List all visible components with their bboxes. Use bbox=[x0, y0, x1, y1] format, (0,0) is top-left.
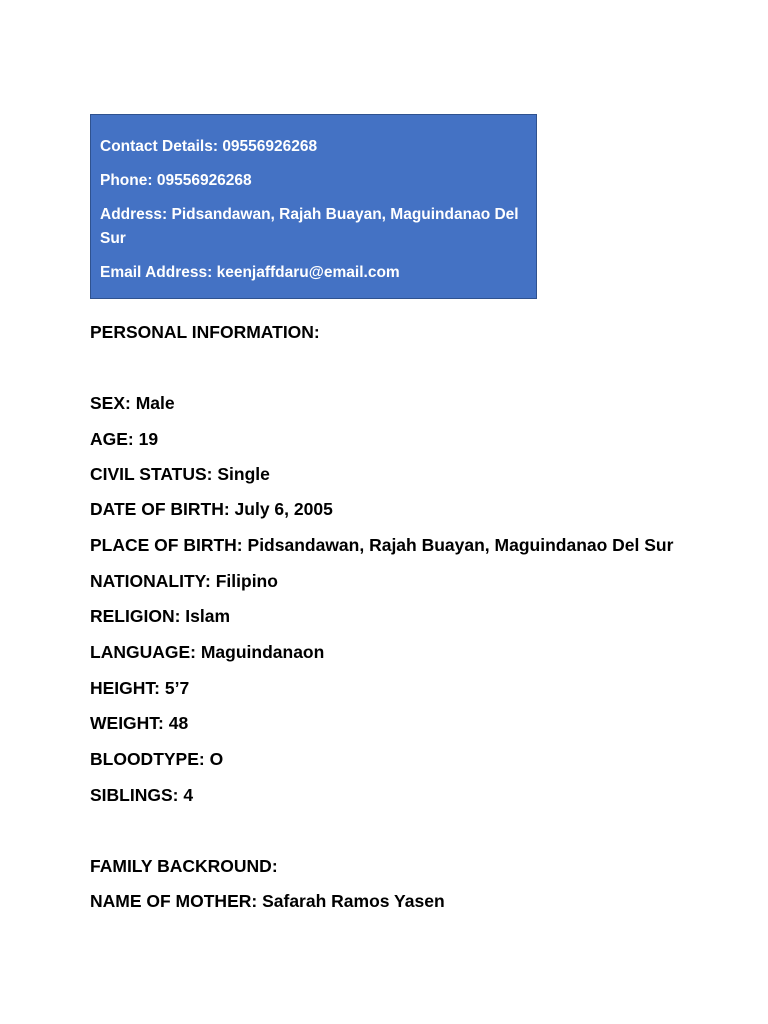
field-value: 19 bbox=[138, 429, 159, 449]
contact-details-value: 09556926268 bbox=[222, 138, 318, 155]
field-label: LANGUAGE: bbox=[90, 642, 196, 662]
field-siblings bbox=[90, 783, 193, 807]
email-label: Email Address: bbox=[100, 264, 213, 281]
field-value: 48 bbox=[168, 713, 189, 733]
contact-details-label: Contact Details: bbox=[100, 138, 218, 155]
field-value: O bbox=[209, 749, 224, 769]
field-place-of-birth bbox=[90, 533, 673, 557]
contact-details-box bbox=[90, 114, 537, 299]
field-value: July 6, 2005 bbox=[234, 499, 333, 519]
family-background-heading: FAMILY BACKROUND: bbox=[90, 856, 278, 876]
field-label: DATE OF BIRTH: bbox=[90, 499, 230, 519]
field-label: CIVIL STATUS: bbox=[90, 464, 213, 484]
field-label: AGE: bbox=[90, 429, 134, 449]
field-value: Islam bbox=[185, 606, 231, 626]
field-label: RELIGION: bbox=[90, 606, 181, 626]
personal-information-heading: PERSONAL INFORMATION: bbox=[90, 322, 320, 342]
phone-label: Phone: bbox=[100, 172, 153, 189]
contact-details-line bbox=[100, 135, 527, 159]
field-label: HEIGHT: bbox=[90, 678, 160, 698]
field-value: Pidsandawan, Rajah Buayan, Maguindanao Del Sur bbox=[247, 535, 674, 555]
address-line bbox=[100, 203, 527, 251]
email-value: keenjaffdaru@email.com bbox=[216, 264, 400, 281]
field-name-of-mother bbox=[90, 889, 445, 913]
field-label: PLACE OF BIRTH: bbox=[90, 535, 243, 555]
field-value: Safarah Ramos Yasen bbox=[262, 891, 445, 911]
field-value: Single bbox=[217, 464, 270, 484]
field-nationality bbox=[90, 569, 278, 593]
field-value: 4 bbox=[183, 785, 194, 805]
phone-value: 09556926268 bbox=[156, 172, 252, 189]
field-religion bbox=[90, 604, 230, 628]
field-language bbox=[90, 640, 324, 664]
phone-line bbox=[100, 169, 527, 193]
field-height bbox=[90, 676, 189, 700]
field-value: Male bbox=[135, 393, 175, 413]
field-label: SEX: bbox=[90, 393, 131, 413]
field-value: Maguindanaon bbox=[200, 642, 325, 662]
address-value: Pidsandawan, Rajah Buayan, Maguindanao Del Sur bbox=[100, 206, 519, 247]
field-value: Filipino bbox=[215, 571, 278, 591]
address-label: Address: bbox=[100, 206, 168, 223]
field-label: NATIONALITY: bbox=[90, 571, 211, 591]
field-age bbox=[90, 427, 158, 451]
field-label: WEIGHT: bbox=[90, 713, 164, 733]
field-sex bbox=[90, 391, 175, 415]
field-civil-status bbox=[90, 462, 270, 486]
field-bloodtype bbox=[90, 747, 223, 771]
email-line bbox=[100, 261, 527, 285]
field-value: 5’7 bbox=[164, 678, 190, 698]
field-weight bbox=[90, 711, 188, 735]
field-label: NAME OF MOTHER: bbox=[90, 891, 258, 911]
field-date-of-birth bbox=[90, 497, 333, 521]
field-label: SIBLINGS: bbox=[90, 785, 179, 805]
field-label: BLOODTYPE: bbox=[90, 749, 205, 769]
